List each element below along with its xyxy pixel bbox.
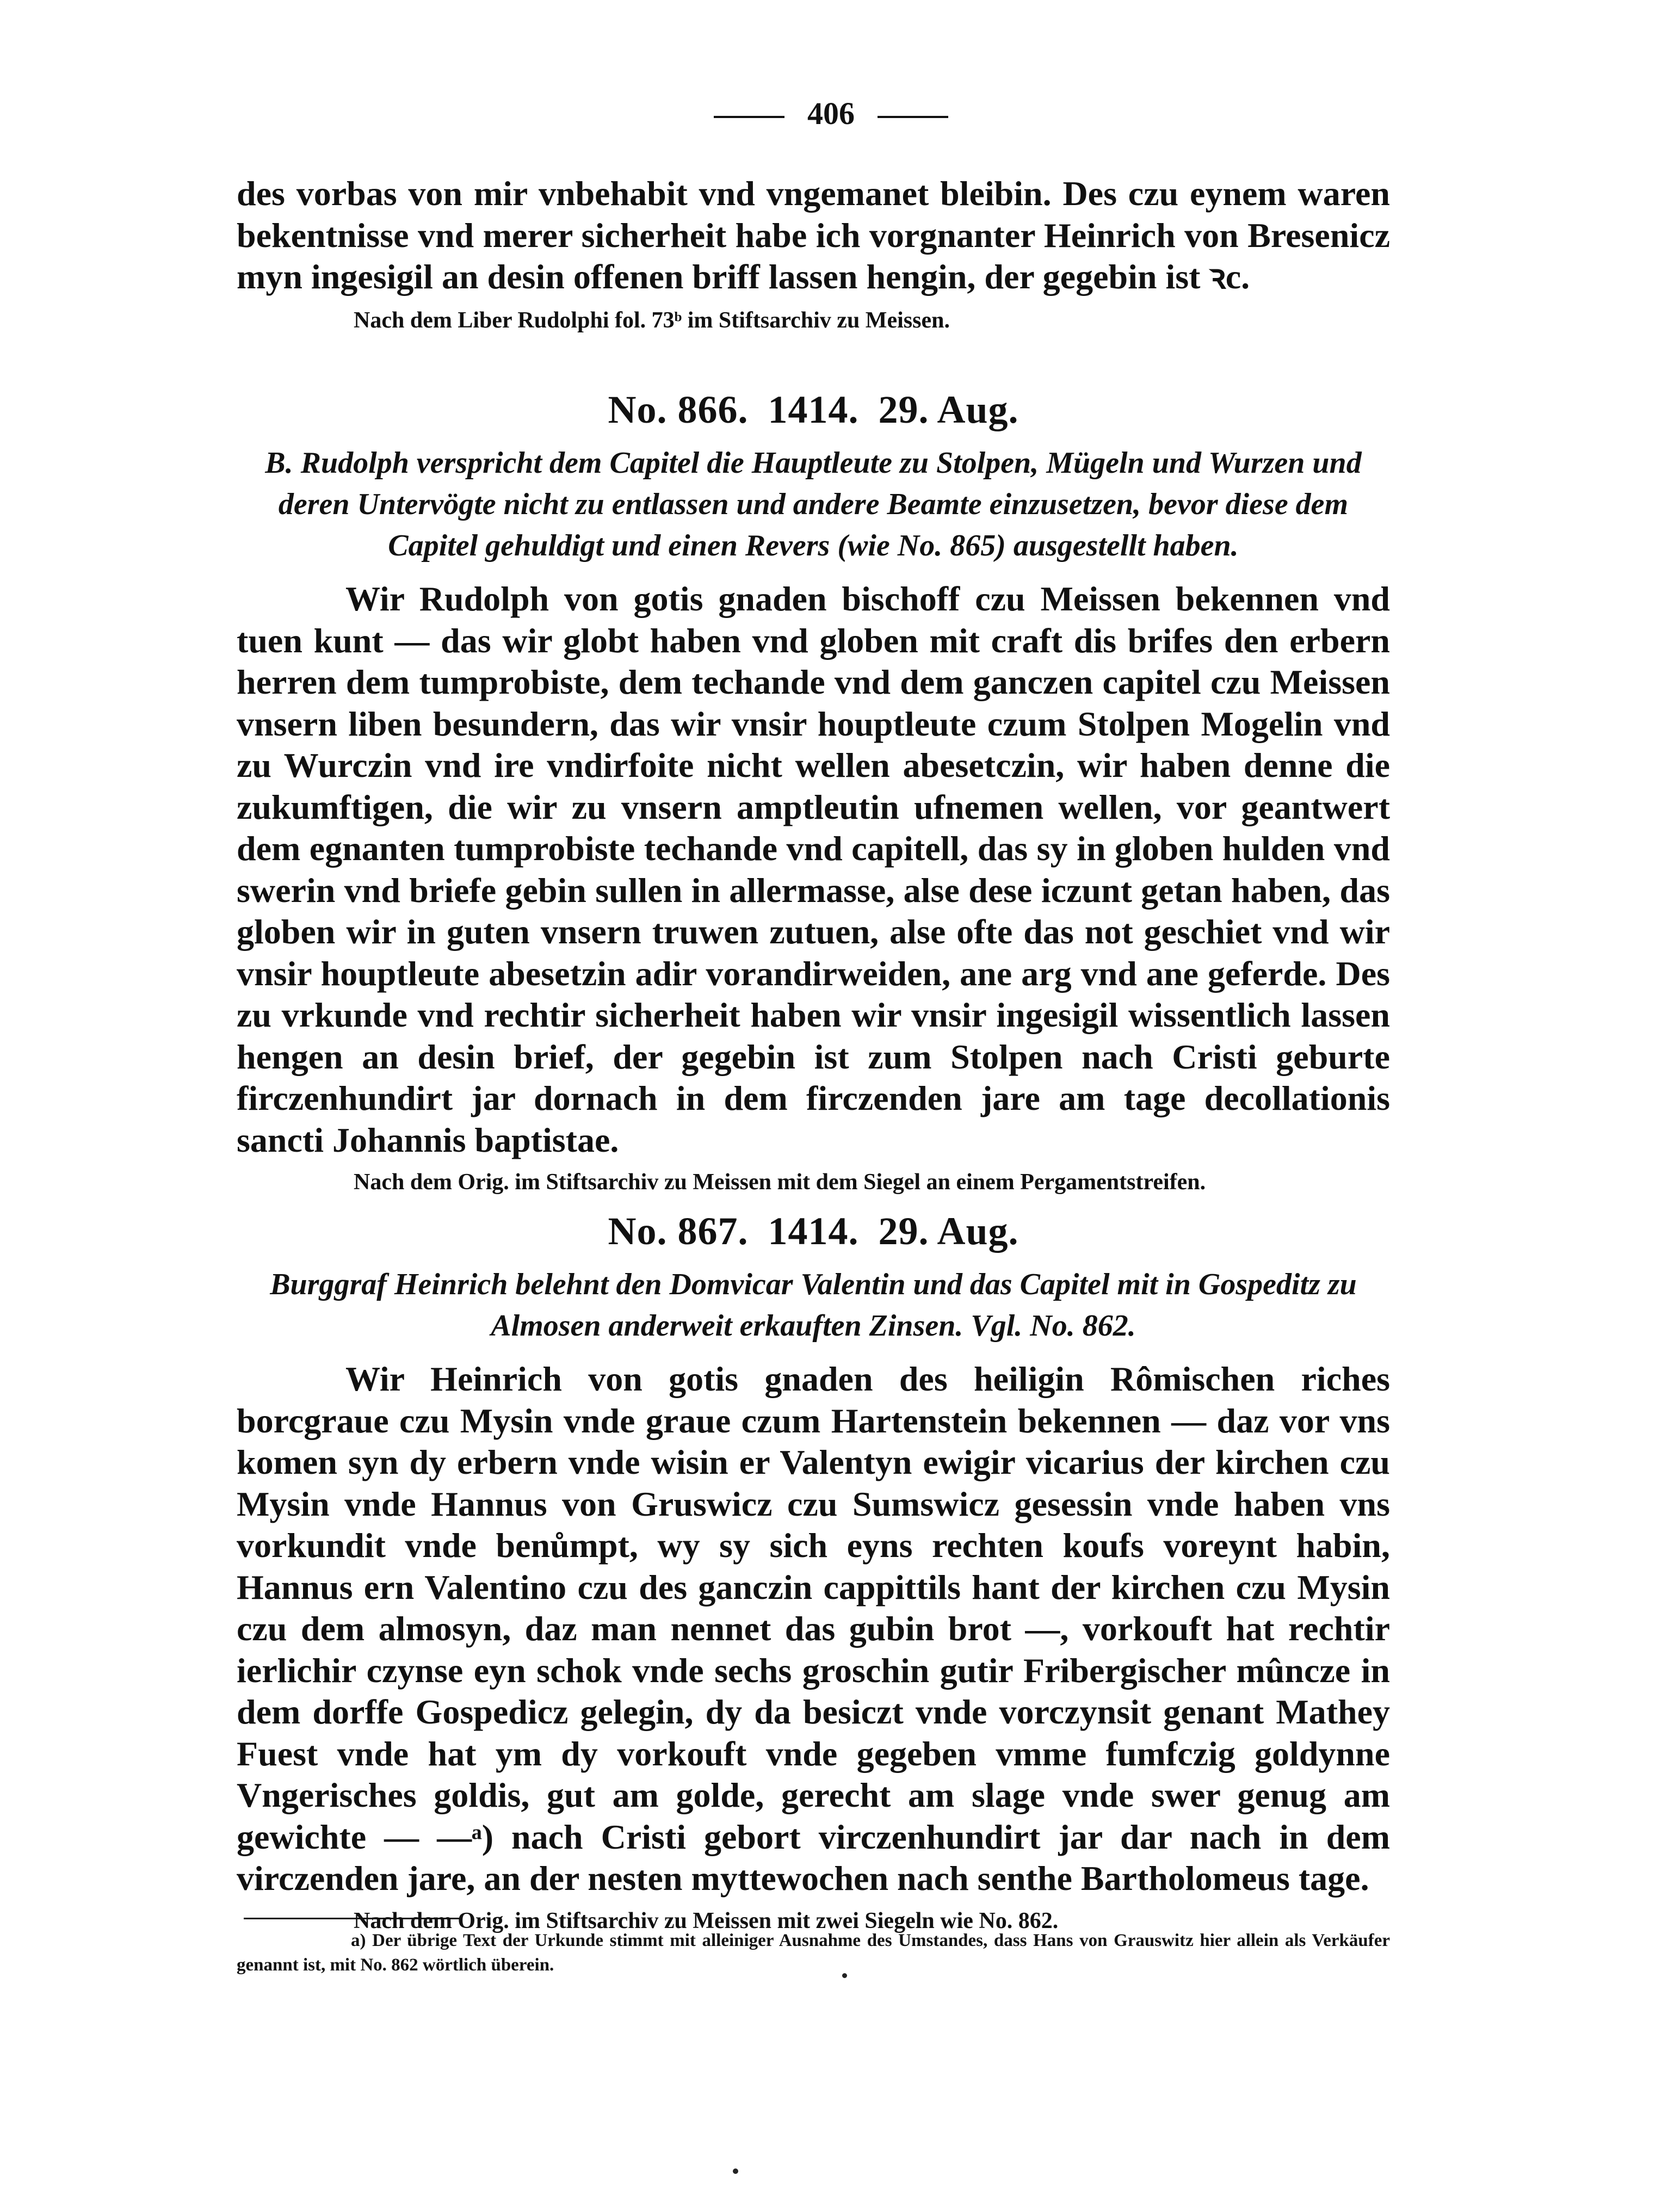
document-number: No. 867.	[608, 1209, 749, 1253]
document-text: Wir Rudolph von gotis gnaden bischoff czu Meissen bekennen vnd tuen kunt — das wir globt haben vnd globen mit craft dis brifes den erbern herren dem tumprobiste, dem techande vnd dem ganczen capitel czu Meissen vnsern liben besundern, das wir vnsir houptleute czum Stolpen Mogelin vnd zu Wurczin vnd ire vndirfoite nicht wellen abesetczin, wir haben denne die zukumftigen, die wir zu vnsern amptleutin ufnemen wellen, vor geantwert dem egnanten tumprobiste techande vnd capitell, das sy in globen hulden vnd swerin vnd briefe gebin sullen in allermasse, alse dese iczunt getan haben, das globen wir in guten vnsern truwen zutuen, alse ofte das not geschiet vnd wir vnsir houptleute abesetzin adir vorandirweiden, ane arg vnd ane geferde. Des zu vrkunde vnd rechtir sicherheit haben wir vnsir ingesigil wissentlich lassen hengen an desin brief, der gegebin ist zum Stolpen nach Cristi geburte firczenhundirt jar dornach in dem firczenden jare am tage decollationis sancti Johannis baptistae.	[237, 579, 1390, 1159]
intro-section	[237, 173, 1390, 335]
header-dash-left	[714, 116, 784, 118]
document-866	[237, 387, 1390, 1197]
document-date: 29. Aug.	[878, 1209, 1019, 1253]
document-source-note: Nach dem Orig. im Stiftsarchiv zu Meissen mit dem Siegel an einem Pergamentstreifen.	[354, 1170, 1206, 1195]
document-867	[237, 1209, 1390, 1936]
document-regest: B. Rudolph verspricht dem Capitel die Hauptleute zu Stolpen, Mügeln und Wurzen und deren Untervögte nicht zu entlassen und andere Beamte einzusetzen, bevor diese dem Capitel gehuldigt und einen Revers (wie No. 865) ausgestellt haben.	[265, 446, 1362, 563]
footnote: a) Der übrige Text der Urkunde stimmt mit alleiniger Ausnahme des Umstandes, dass Hans von Grauswitz hier allein als Verkäufer genannt ist, mit No. 862 wörtlich überein.	[237, 1931, 1390, 1975]
print-speck	[842, 1973, 847, 1978]
intro-source-note: Nach dem Liber Rudolphi fol. 73ᵇ im Stiftsarchiv zu Meissen.	[354, 307, 950, 333]
page-number: 406	[807, 96, 855, 131]
document-year: 1414.	[768, 388, 859, 431]
document-heading	[237, 1209, 1390, 1254]
document-source-note: Nach dem Orig. im Stiftsarchiv zu Meissen mit zwei Siegeln wie No. 862.	[354, 1908, 1059, 1933]
footnote-rule	[244, 1918, 461, 1919]
document-year: 1414.	[768, 1209, 859, 1253]
document-text: Wir Heinrich von gotis gnaden des heiligin Rômischen riches borcgraue czu Mysin vnde graue czum Hartenstein bekennen — daz vor vns komen syn dy erbern vnde wisin er Valentyn ewigir vicarius der kirchen czu Mysin vnde Hannus von Gruswicz czu Sumswicz gesessin vnde haben vns vorkundit vnde benůmpt, wy sy sich eyns rechten koufs voreynt habin, Hannus ern Valentino czu des ganczin cappittils hant der kirchen czu Mysin czu dem almosyn, daz man nennet das gubin brot —, vorkouft hat rechtir ierlichir czynse eyn schok vnde sechs groschin gutir Fribergischer mûncze in dem dorffe Gospedicz gelegin, dy da besiczt vnde vorczynsit genant Mathey Fuest vnde hat ym dy vorkouft vnde gegeben vmme fumfczig goldynne Vngerisches goldis, gut am golde, gerecht am slage vnde swer genug am gewichte — —ᵃ) nach Cristi gebort virczenhundirt jar dar nach in dem virczenden jare, an der nesten myttewochen nach senthe Bartholomeus tage.	[237, 1360, 1390, 1898]
document-heading	[237, 387, 1390, 432]
document-regest: Burggraf Heinrich belehnt den Domvicar Valentin und das Capitel mit in Gospeditz zu Almosen anderweit erkauften Zinsen. Vgl. No. 862.	[270, 1268, 1357, 1343]
page-header	[0, 95, 1662, 132]
header-dash-right	[878, 116, 948, 118]
print-speck	[733, 2168, 738, 2174]
intro-text: des vorbas von mir vnbehabit vnd vngemanet bleibin. Des czu eynem waren bekentnisse vnd merer sicherheit habe ich vorgnanter Heinrich von Bresenicz myn ingesigil an desin offenen briff lassen hengin, der gegebin ist ꝛc.	[237, 174, 1390, 296]
document-number: No. 866.	[608, 388, 749, 431]
document-date: 29. Aug.	[878, 388, 1019, 431]
